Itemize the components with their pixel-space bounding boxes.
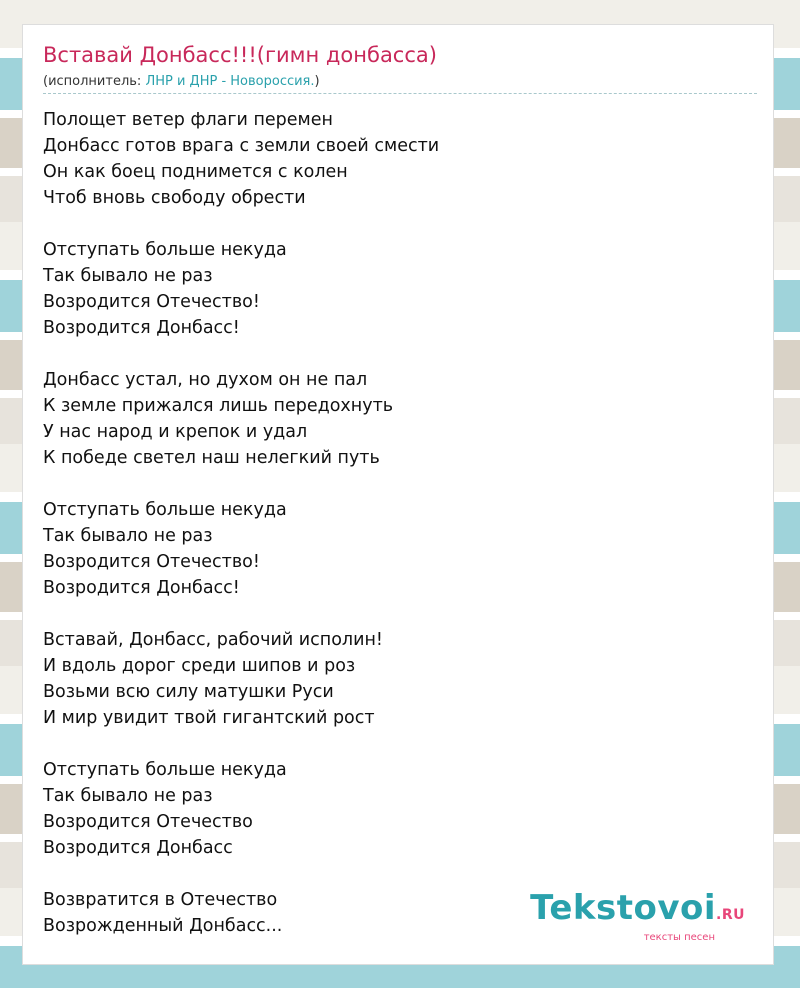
lyrics-line: Отступать больше некуда — [43, 240, 287, 260]
lyrics-line: Возвратится в Отечество — [43, 890, 278, 910]
lyrics-line: Так бывало не раз — [43, 266, 213, 286]
lyrics-line: Возродится Отечество! — [43, 292, 260, 312]
lyrics-line: Возрожденный Донбасс... — [43, 916, 283, 936]
lyrics-body — [43, 107, 753, 965]
lyrics-line: Возьми всю силу матушки Руси — [43, 682, 334, 702]
lyrics-stanza — [43, 757, 753, 861]
lyrics-stanza — [43, 497, 753, 601]
lyrics-line: К земле прижался лишь передохнуть — [43, 396, 394, 416]
lyrics-line: Так бывало не раз — [43, 786, 213, 806]
lyrics-line: Так бывало не раз — [43, 526, 213, 546]
lyrics-line: Возродится Отечество! — [43, 552, 260, 572]
lyrics-stanza — [43, 367, 753, 471]
site-logo[interactable] — [530, 888, 745, 944]
lyrics-line: И мир увидит твой гигантский рост — [43, 708, 375, 728]
lyrics-line: И вдоль дорог среди шипов и роз — [43, 656, 356, 676]
lyrics-line: Донбасс готов врага с земли своей смести — [43, 136, 440, 156]
artist-prefix: (исполнитель: — [43, 74, 146, 89]
lyrics-stanza — [43, 237, 753, 341]
lyrics-line: Донбасс устал, но духом он не пал — [43, 370, 368, 390]
logo-tld: .RU — [716, 907, 745, 923]
lyrics-line: Отступать больше некуда — [43, 500, 287, 520]
lyrics-line: Полощет ветер флаги перемен — [43, 110, 333, 130]
lyrics-stanza — [43, 107, 753, 211]
logo-wordmark — [530, 888, 745, 932]
lyrics-card — [22, 24, 774, 965]
lyrics-line: Чтоб вновь свободу обрести — [43, 188, 306, 208]
lyrics-line: Вставай, Донбасс, рабочий исполин! — [43, 630, 383, 650]
song-title: Вставай Донбасс!!!(гимн донбасса) — [43, 43, 437, 67]
lyrics-line: Возродится Отечество — [43, 812, 253, 832]
lyrics-line: Возродится Донбасс — [43, 838, 233, 858]
lyrics-stanza — [43, 627, 753, 731]
artist-line — [43, 74, 757, 94]
lyrics-line: Он как боец поднимется с колен — [43, 162, 348, 182]
logo-main-text: Tekstovoi — [530, 888, 717, 928]
artist-link[interactable]: ЛНР и ДНР - Новороссия. — [145, 74, 315, 89]
logo-subtitle: тексты песен — [643, 932, 715, 943]
lyrics-line: У нас народ и крепок и удал — [43, 422, 308, 442]
artist-suffix: ) — [314, 74, 320, 89]
lyrics-line: Возродится Донбасс! — [43, 578, 240, 598]
lyrics-line: Возродится Донбасс! — [43, 318, 240, 338]
lyrics-line: Отступать больше некуда — [43, 760, 287, 780]
lyrics-line: К победе светел наш нелегкий путь — [43, 448, 380, 468]
